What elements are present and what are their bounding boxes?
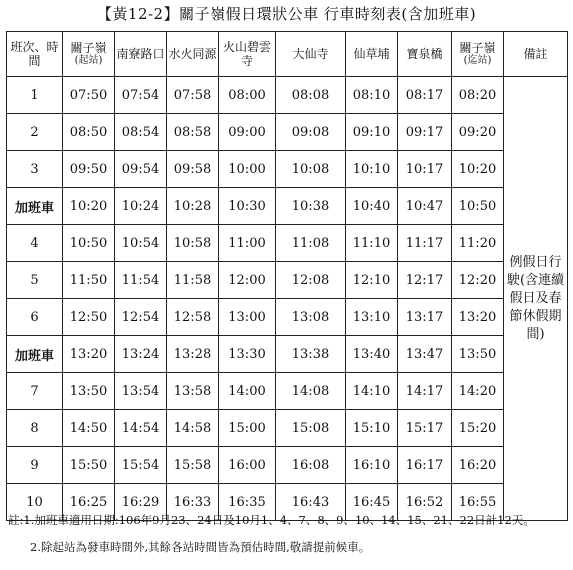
table-row (7, 114, 568, 151)
time-cell: 16:17 (398, 447, 452, 484)
time-cell: 09:50 (63, 151, 115, 188)
time-cell: 10:28 (167, 188, 219, 225)
time-cell: 07:50 (63, 77, 115, 114)
time-cell: 08:17 (398, 77, 452, 114)
remarks-note: 例假日行駛(含連續假日及春節休假期間) (504, 77, 568, 521)
time-cell: 10:08 (276, 151, 346, 188)
time-cell: 10:38 (276, 188, 346, 225)
time-cell: 10:30 (219, 188, 276, 225)
time-cell: 13:54 (115, 373, 167, 410)
time-cell: 13:28 (167, 336, 219, 373)
time-cell: 10:50 (63, 225, 115, 262)
time-cell: 07:54 (115, 77, 167, 114)
time-cell: 15:17 (398, 410, 452, 447)
time-cell: 13:50 (63, 373, 115, 410)
run-cell: 4 (7, 225, 63, 262)
time-cell: 14:10 (346, 373, 398, 410)
time-cell: 08:00 (219, 77, 276, 114)
header-stop-5: 大仙寺 (276, 32, 346, 77)
time-cell: 13:20 (63, 336, 115, 373)
time-cell: 08:10 (346, 77, 398, 114)
time-cell: 11:10 (346, 225, 398, 262)
time-cell: 13:10 (346, 299, 398, 336)
time-cell: 16:29 (115, 484, 167, 521)
time-cell: 08:08 (276, 77, 346, 114)
run-cell: 8 (7, 410, 63, 447)
time-cell: 08:20 (452, 77, 504, 114)
time-cell: 10:58 (167, 225, 219, 262)
time-cell: 10:47 (398, 188, 452, 225)
time-cell: 11:00 (219, 225, 276, 262)
run-cell: 5 (7, 262, 63, 299)
time-cell: 16:00 (219, 447, 276, 484)
time-cell: 10:50 (452, 188, 504, 225)
run-cell: 2 (7, 114, 63, 151)
time-cell: 13:20 (452, 299, 504, 336)
run-cell: 3 (7, 151, 63, 188)
time-cell: 09:08 (276, 114, 346, 151)
time-cell: 12:20 (452, 262, 504, 299)
header-stop-3: 水火同源 (167, 32, 219, 77)
time-cell: 15:10 (346, 410, 398, 447)
time-cell: 12:50 (63, 299, 115, 336)
time-cell: 13:30 (219, 336, 276, 373)
time-cell: 13:50 (452, 336, 504, 373)
table-row (7, 336, 568, 373)
time-cell: 10:17 (398, 151, 452, 188)
run-cell: 6 (7, 299, 63, 336)
time-cell: 10:20 (63, 188, 115, 225)
time-cell: 13:40 (346, 336, 398, 373)
time-cell: 15:08 (276, 410, 346, 447)
table-row (7, 410, 568, 447)
time-cell: 09:54 (115, 151, 167, 188)
table-row (7, 299, 568, 336)
time-cell: 12:17 (398, 262, 452, 299)
table-row (7, 151, 568, 188)
time-cell: 08:50 (63, 114, 115, 151)
table-row (7, 447, 568, 484)
footnote-1: 註:1.加班車適用日期:106年9月23、24日及10月1、4、7、8、9、10、14、15、21、22日計12天。 (8, 513, 535, 527)
time-cell: 12:10 (346, 262, 398, 299)
time-cell: 13:24 (115, 336, 167, 373)
time-cell: 16:55 (452, 484, 504, 521)
table-row (7, 188, 568, 225)
header-row (7, 32, 568, 77)
run-cell: 10 (7, 484, 63, 521)
header-stop-4: 火山碧雲寺 (219, 32, 276, 77)
time-cell: 16:35 (219, 484, 276, 521)
time-cell: 08:58 (167, 114, 219, 151)
table-row (7, 262, 568, 299)
time-cell: 14:00 (219, 373, 276, 410)
time-cell: 13:08 (276, 299, 346, 336)
time-cell: 13:00 (219, 299, 276, 336)
time-cell: 16:10 (346, 447, 398, 484)
page-title: 【黃12-2】關子嶺假日環狀公車 行車時刻表(含加班車) (96, 5, 477, 23)
time-cell: 13:58 (167, 373, 219, 410)
time-cell: 09:17 (398, 114, 452, 151)
time-cell: 10:54 (115, 225, 167, 262)
time-cell: 16:43 (276, 484, 346, 521)
header-stop-6: 仙草埔 (346, 32, 398, 77)
time-cell: 15:54 (115, 447, 167, 484)
time-cell: 15:20 (452, 410, 504, 447)
time-cell: 10:24 (115, 188, 167, 225)
time-cell: 11:50 (63, 262, 115, 299)
time-cell: 09:58 (167, 151, 219, 188)
time-cell: 14:50 (63, 410, 115, 447)
header-stop-8: 關子嶺 (迄站) (452, 32, 504, 77)
time-cell: 10:20 (452, 151, 504, 188)
time-cell: 11:08 (276, 225, 346, 262)
time-cell: 14:17 (398, 373, 452, 410)
time-cell: 12:54 (115, 299, 167, 336)
table-row (7, 373, 568, 410)
run-cell: 1 (7, 77, 63, 114)
time-cell: 09:00 (219, 114, 276, 151)
footnote-2: 2.除起站為發車時間外,其餘各站時間皆為預估時間,敬請提前候車。 (30, 540, 371, 554)
time-cell: 11:17 (398, 225, 452, 262)
time-cell: 16:08 (276, 447, 346, 484)
header-remarks: 備註 (504, 32, 568, 77)
time-cell: 09:10 (346, 114, 398, 151)
header-stop-7: 寶泉橋 (398, 32, 452, 77)
table-row (7, 77, 568, 114)
time-cell: 11:20 (452, 225, 504, 262)
time-cell: 12:08 (276, 262, 346, 299)
time-cell: 14:08 (276, 373, 346, 410)
time-cell: 15:50 (63, 447, 115, 484)
header-stop-2: 南寮路口 (115, 32, 167, 77)
time-cell: 14:54 (115, 410, 167, 447)
time-cell: 10:40 (346, 188, 398, 225)
time-cell: 16:45 (346, 484, 398, 521)
header-run: 班次、時間 (7, 32, 63, 77)
run-cell: 加班車 (7, 336, 63, 373)
time-cell: 16:33 (167, 484, 219, 521)
time-cell: 13:17 (398, 299, 452, 336)
footnotes (8, 507, 565, 561)
time-cell: 12:00 (219, 262, 276, 299)
table-row (7, 225, 568, 262)
timetable (6, 31, 568, 521)
header-stop-1: 關子嶺 (起站) (63, 32, 115, 77)
time-cell: 16:52 (398, 484, 452, 521)
time-cell: 16:20 (452, 447, 504, 484)
time-cell: 11:54 (115, 262, 167, 299)
time-cell: 16:25 (63, 484, 115, 521)
time-cell: 08:54 (115, 114, 167, 151)
time-cell: 10:10 (346, 151, 398, 188)
time-cell: 15:58 (167, 447, 219, 484)
time-cell: 12:58 (167, 299, 219, 336)
time-cell: 13:47 (398, 336, 452, 373)
time-cell: 14:20 (452, 373, 504, 410)
run-cell: 9 (7, 447, 63, 484)
run-cell: 7 (7, 373, 63, 410)
time-cell: 13:38 (276, 336, 346, 373)
time-cell: 15:00 (219, 410, 276, 447)
time-cell: 11:58 (167, 262, 219, 299)
time-cell: 09:20 (452, 114, 504, 151)
run-cell: 加班車 (7, 188, 63, 225)
time-cell: 10:00 (219, 151, 276, 188)
time-cell: 14:58 (167, 410, 219, 447)
time-cell: 07:58 (167, 77, 219, 114)
